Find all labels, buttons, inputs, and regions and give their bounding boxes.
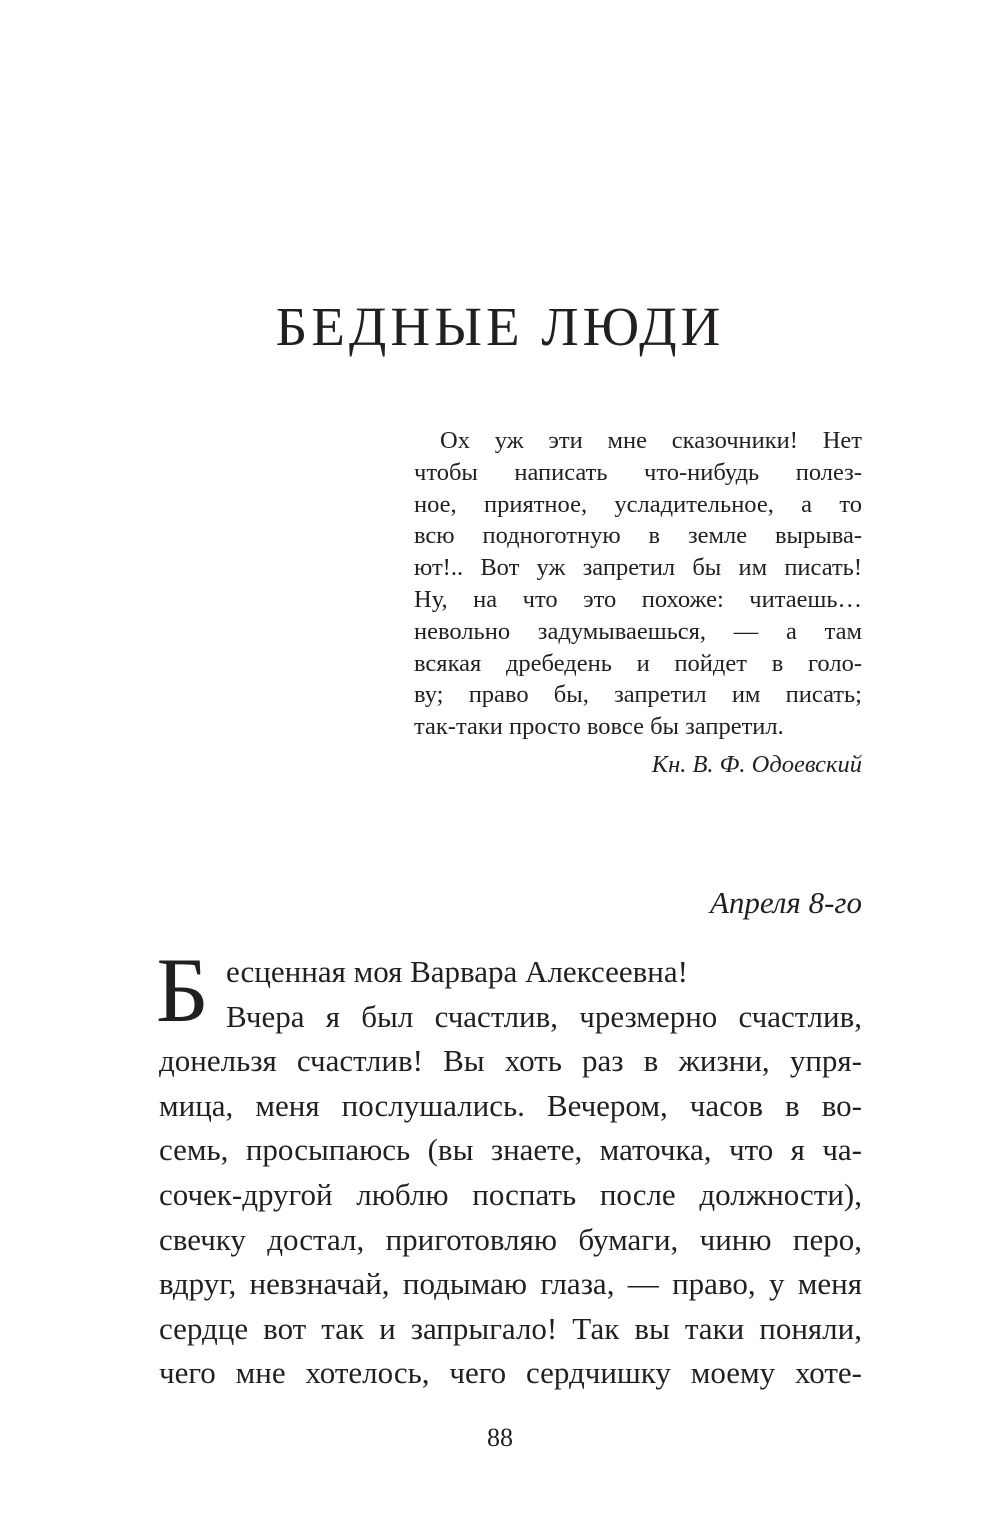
epigraph-line: всякая дребедень и пойдет в голо- (414, 649, 862, 677)
body-line: мица, меня послушались. Вечером, часов в во- (159, 1087, 862, 1123)
epigraph-author: Кн. В. Ф. Одоевский (651, 750, 862, 778)
epigraph-line: всю подноготную в земле вырыва- (414, 522, 862, 550)
drop-cap: Б (156, 939, 209, 1041)
epigraph-line: ное, приятное, усладительное, а то (414, 490, 862, 518)
epigraph-line: чтобы написать что-нибудь полез- (414, 458, 862, 486)
epigraph-line: ву; право бы, запретил им писать; (414, 681, 862, 709)
body-line: Вчера я был счастлив, чрезмерно счастлив, (226, 998, 862, 1034)
body-line: свечку достал, приготовляю бумаги, чиню перо, (159, 1221, 862, 1257)
body-line: донельзя счастлив! Вы хоть раз в жизни, упря- (159, 1043, 862, 1079)
chapter-title: БЕДНЫЕ ЛЮДИ (275, 296, 725, 357)
epigraph (414, 425, 862, 781)
body-line: сочек-другой люблю поспать после должности), (159, 1176, 862, 1212)
epigraph-line: Ох уж эти мне сказочники! Нет (440, 427, 862, 454)
body-line: семь, просыпаюсь (вы знаете, маточка, что я ча- (159, 1132, 862, 1168)
page-number: 88 (487, 1423, 513, 1452)
body-line: чего мне хотелось, чего сердчишку моему хоте- (159, 1355, 862, 1391)
letter-date: Апреля 8-го (709, 885, 862, 920)
epigraph-line: так-таки просто вовсе бы запретил. (414, 713, 784, 741)
letter-body (159, 950, 862, 1396)
body-line: есценная моя Варвара Алексеевна! (226, 954, 688, 989)
epigraph-line: невольно задумываешься, — а там (414, 617, 862, 645)
body-line: вдруг, невзначай, подымаю глаза, — право, у меня (159, 1266, 862, 1302)
epigraph-line: Ну, на что это похоже: читаешь… (414, 585, 862, 613)
body-line: сердце вот так и запрыгало! Так вы таки поняли, (159, 1310, 862, 1346)
epigraph-line: ют!.. Вот уж запретил бы им писать! (414, 554, 862, 582)
